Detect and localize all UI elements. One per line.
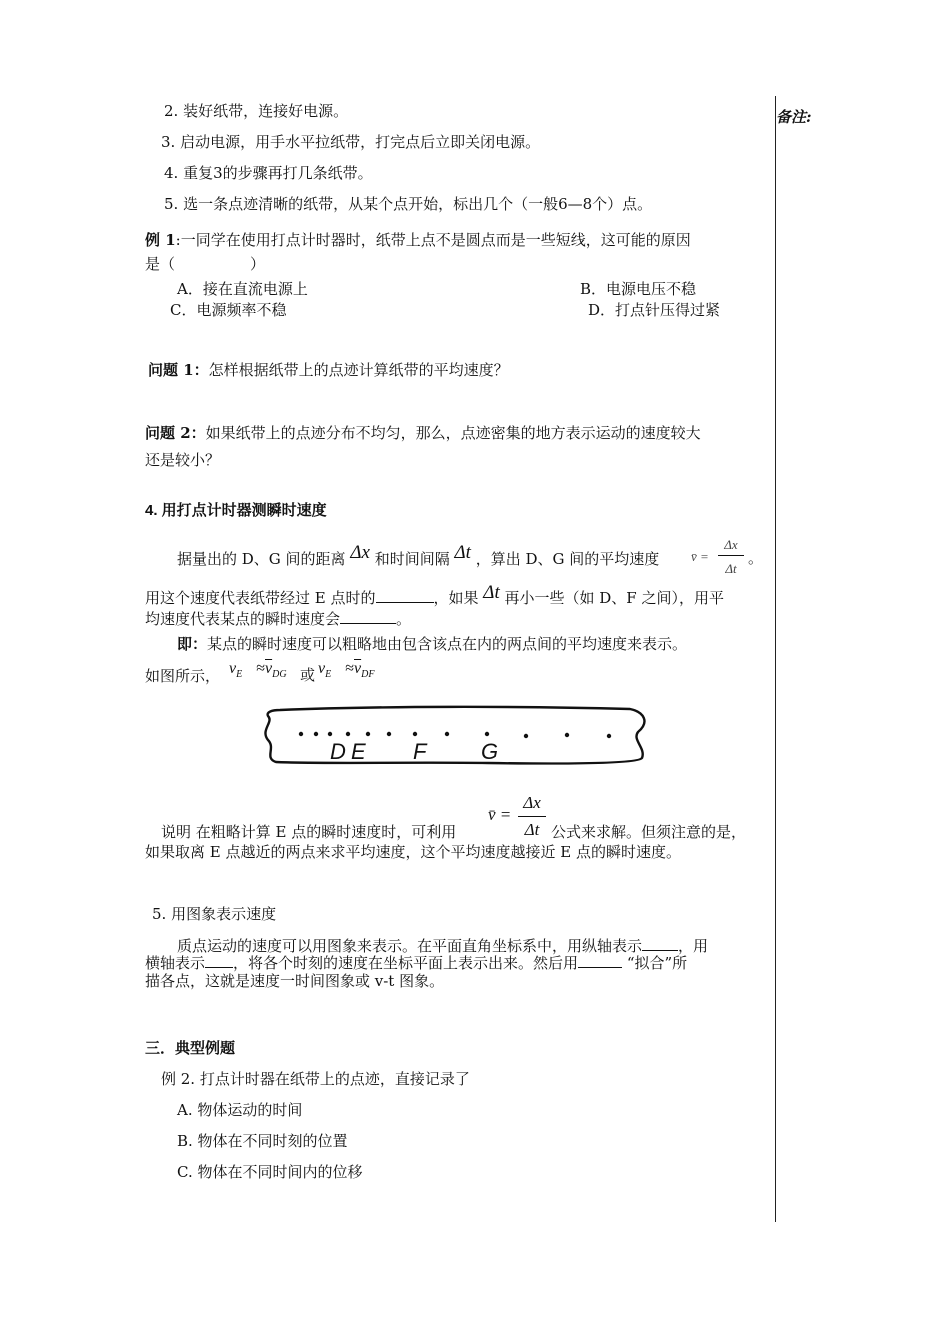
step-4: 4. 重复3的步骤再打几条纸带。 [164,164,373,182]
delta-t-symbol: Δt [454,542,471,563]
question1-label: 问题 1： [148,361,209,379]
tape-dot [346,732,350,736]
question2-line2: 还是较小？ [145,451,221,469]
p2-text-c: 再小一些（如 D、F 之间），用平 [504,589,724,607]
blank-instantaneous [376,588,434,603]
s5-line2-a: 横轴表示 [145,954,206,972]
p1-text-c: ，算出 D、G 间的平均速度 [475,550,660,568]
example1-option-d: D．打点针压得过紧 [588,301,721,319]
tape-dot [485,732,489,736]
tape-label-f: F [413,739,427,764]
s5-line1-b: ，用 [678,937,709,955]
p1-text-a: 据量出的 D、G 间的距离 [177,550,346,568]
question1-text: 怎样根据纸带上的点迹计算纸带的平均速度？ [208,361,509,379]
section5-heading: 5. 用图象表示速度 [152,905,277,923]
avg-velocity-fraction-bar [718,555,744,556]
delta-t-symbol-2: Δt [483,582,500,603]
section4-p3 [145,609,411,628]
v-e: v [229,660,237,677]
delta-x-symbol: Δx [350,542,370,563]
example1-option-c: C．电源频率不稳 [170,301,287,319]
step-5: 5. 选一条点迹清晰的纸带，从某个点开始，标出几个（一般6—8个）点。 [164,195,653,213]
example1-line2: 是（ ） [145,255,266,273]
section4-p1 [177,542,660,571]
v-bar-2: $\overline{v}$ [354,660,362,677]
question1 [148,361,509,379]
example2-option-b: B. 物体在不同时刻的位置 [177,1132,348,1150]
tape-dot [413,732,417,736]
section3-heading: 三．典型例题 [145,1040,236,1057]
example1-label: 例 1 [145,231,176,249]
s5-line1-a: 质点运动的速度可以用图象来表示。在平面直角坐标系中，用纵轴表示 [177,937,643,955]
avg-velocity-formula-lhs: v̄ = [691,549,709,564]
v-bar-sub: DG [272,669,287,681]
p3-end: 。 [396,610,412,628]
v-e-sub: E [236,669,243,681]
tape-dot [524,734,528,738]
step-2: 2. 装好纸带，连接好电源。 [164,102,349,120]
explain-formula-den: Δt [524,820,540,839]
example2-option-c: C. 物体在不同时间内的位移 [177,1163,363,1181]
or-word: 或 [300,666,316,684]
p3-text-a: 均速度代表某点的瞬时速度会 [145,610,341,628]
blank-fit-curve [578,953,622,968]
v-bar: $\overline{v}$ [265,660,273,677]
tape-dot [366,732,370,736]
sidebar-divider [775,96,776,1222]
p1-end: 。 [748,549,764,567]
approx-formula-2 [318,659,374,681]
question2-line1 [145,424,701,442]
tape-label-g: G [481,739,499,764]
section4-note [177,635,687,653]
example1-option-a: A．接在直流电源上 [177,280,308,298]
explain-formula-lhs: v̄ = [488,805,512,824]
tape-label-d: D [330,739,346,764]
example2-question: 例 2. 打点计时器在纸带上的点迹，直接记录了 [161,1070,470,1088]
explain-line2: 如果取离 E 点越近的两点来求平均速度，这个平均速度越接近 E 点的瞬时速度。 [145,843,681,861]
paper-tape-figure [258,700,654,772]
approx-symbol: ≈ [256,660,265,677]
tape-dot [445,732,449,736]
tape-dot [607,734,611,738]
section4-heading: 4. 用打点计时器测瞬时速度 [145,502,327,519]
explain-line1-b: 公式来求解。但须注意的是， [551,823,747,841]
blank-accuracy [340,609,396,624]
tape-dot [299,732,303,736]
question2-text: 如果纸带上的点迹分布不均匀，那么，点迹密集的地方表示运动的速度较大 [205,424,701,442]
approx-formula-1 [229,659,287,681]
tape-dot [565,733,569,737]
example1-option-b: B．电源电压不稳 [580,280,697,298]
step-3: 3. 启动电源，用手水平拉纸带，打完点后立即关闭电源。 [161,133,541,151]
avg-velocity-formula-num: Δx [724,537,738,552]
question2-label: 问题 2： [145,424,206,442]
example2-option-a: A. 物体运动的时间 [177,1101,303,1119]
v-e-sub-2: E [325,669,332,681]
fig-intro: 如图所示， [145,667,221,685]
p1-text-b: 和时间间隔 [374,550,450,568]
tape-dot [314,732,318,736]
explain-formula-num: Δx [523,793,541,812]
tape-outline [265,707,644,764]
example1-line1 [145,231,691,249]
section4-p2 [145,582,724,610]
v-e-2: v [318,660,326,677]
s5-line2-b: ，将各个时刻的速度在坐标平面上表示出来。然后用 [233,954,579,972]
note-text: 某点的瞬时速度可以粗略地由包含该点在内的两点间的平均速度来表示。 [207,635,688,653]
blank-vertical-axis [642,936,678,951]
tape-label-e: E [351,739,366,764]
s5-line2-c: “拟合”所 [626,954,688,972]
explain-line1-a: 说明 在粗略计算 E 点的瞬时速度时，可利用 [161,823,457,841]
explain-fraction-bar [518,816,546,817]
blank-horizontal-axis [205,953,233,968]
p2-text-a: 用这个速度代表纸带经过 E 点时的 [145,589,376,607]
note-label: 即： [177,635,208,653]
tape-dot [387,732,391,736]
notes-label: 备注: [776,108,812,126]
p2-text-b: ，如果 [433,589,479,607]
section5-line3: 描各点，这就是速度一时间图象或 v-t 图象。 [145,972,445,990]
example1-text: :一同学在使用打点计时器时，纸带上点不是圆点而是一些短线，这可能的原因 [175,231,691,249]
tape-dot [328,732,332,736]
avg-velocity-formula-den: Δt [725,561,737,576]
approx-symbol-2: ≈ [345,660,354,677]
section5-line2 [145,953,687,972]
v-bar-sub-2: DF [361,669,375,681]
